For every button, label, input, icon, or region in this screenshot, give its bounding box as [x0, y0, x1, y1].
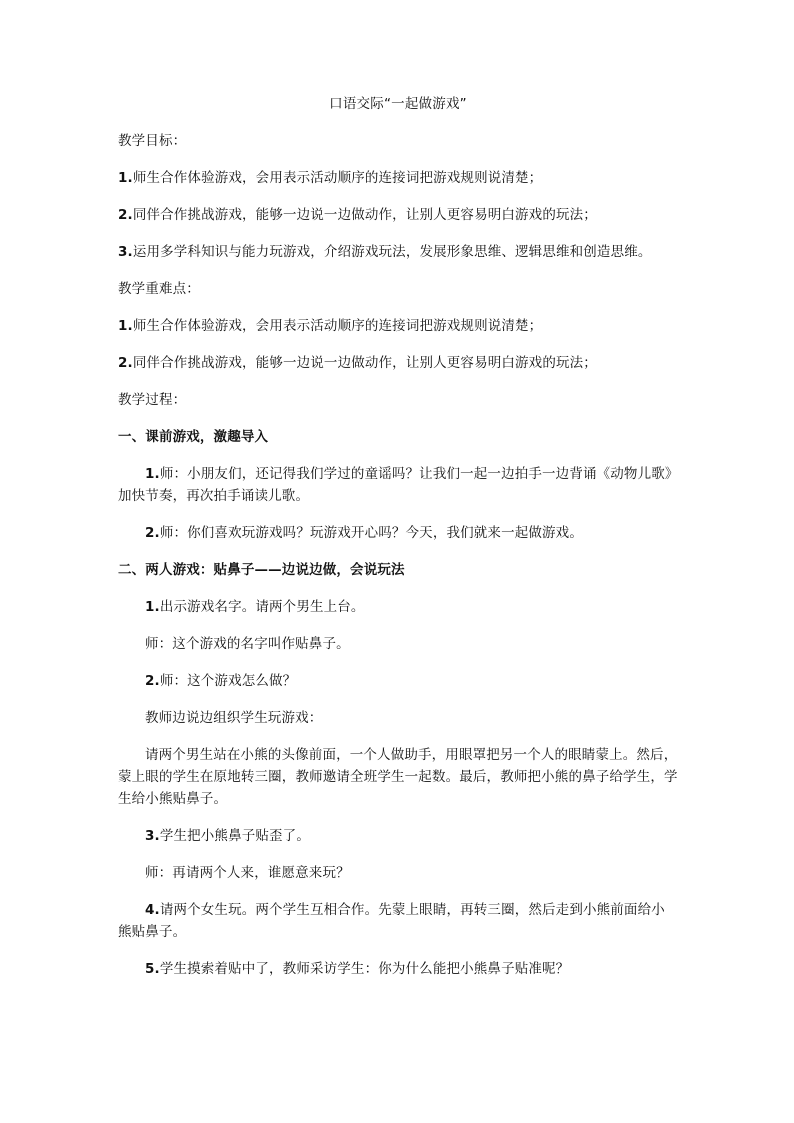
keypoint-text: 师生合作体验游戏，会用表示活动顺序的连接词把游戏规则说清楚； [132, 318, 543, 334]
goal-text: 运用多学科知识与能力玩游戏，介绍游戏玩法，发展形象思维、逻辑思维和创造思维。 [132, 244, 652, 260]
part2-text: 学生摸索着贴中了，教师采访学生：你为什么能把小熊鼻子贴准呢？ [159, 961, 570, 977]
part1-text: 师：你们喜欢玩游戏吗？玩游戏开心吗？今天，我们就来一起做游戏。 [159, 525, 583, 541]
document-title: 口语交际“一起做游戏” [329, 96, 467, 112]
part2-number: 2. [145, 673, 160, 689]
goals-heading: 教学目标： [118, 133, 187, 149]
part2-item-7 [118, 862, 678, 884]
part1-item-2 [118, 522, 678, 544]
part2-item-4 [118, 707, 678, 729]
part2-text: 出示游戏名字。请两个男生上台。 [159, 599, 365, 615]
part1-number: 1. [145, 466, 160, 482]
part2-item-8 [118, 899, 678, 943]
part2-item-6 [118, 825, 678, 847]
part1-heading: 一、课前游戏，激趣导入 [118, 429, 269, 445]
keypoint-item-2 [118, 352, 678, 374]
part1-item-1 [118, 463, 678, 507]
part2-number: 1. [145, 599, 160, 615]
keypoint-number: 1. [118, 318, 133, 334]
part1-text: 师：小朋友们，还记得我们学过的童谣吗？让我们一起一边拍手一边背诵《动物儿歌》加快节奏，再次拍手诵读儿歌。 [118, 466, 672, 504]
part2-text: 师：这个游戏怎么做？ [159, 673, 297, 689]
goal-number: 2. [118, 207, 133, 223]
part2-heading: 二、两人游戏：贴鼻子——边说边做，会说玩法 [118, 562, 405, 578]
part2-item-5 [118, 744, 678, 810]
part2-text: 学生把小熊鼻子贴歪了。 [159, 828, 310, 844]
part2-item-1 [118, 596, 678, 618]
part1-number: 2. [145, 525, 160, 541]
goal-item-2 [118, 204, 678, 226]
part2-number: 3. [145, 828, 160, 844]
process-heading: 教学过程： [118, 392, 187, 408]
goal-text: 同伴合作挑战游戏，能够一边说一边做动作，让别人更容易明白游戏的玩法； [132, 207, 597, 223]
part2-number: 4. [145, 902, 160, 918]
keypoints-heading: 教学重难点： [118, 281, 200, 297]
goal-item-1 [118, 167, 678, 189]
goal-item-3 [118, 241, 678, 263]
goal-text: 师生合作体验游戏，会用表示活动顺序的连接词把游戏规则说清楚； [132, 170, 543, 186]
keypoint-item-1 [118, 315, 678, 337]
part2-text: 请两个男生站在小熊的头像前面，一个人做助手，用眼罩把另一个人的眼睛蒙上。然后，蒙上眼的学生在原地转三圈，教师邀请全班学生一起数。最后，教师把小熊的鼻子给学生，学生给小熊贴鼻子。 [118, 747, 678, 807]
part2-item-9 [118, 958, 678, 980]
part2-item-2 [118, 633, 678, 655]
part2-number: 5. [145, 961, 160, 977]
goal-number: 1. [118, 170, 133, 186]
part2-text: 师：再请两个人来，谁愿意来玩？ [145, 865, 350, 881]
document-content [118, 94, 678, 995]
goal-number: 3. [118, 244, 133, 260]
part2-text: 教师边说边组织学生玩游戏： [145, 710, 323, 726]
keypoint-number: 2. [118, 355, 133, 371]
part2-item-3 [118, 670, 678, 692]
keypoint-text: 同伴合作挑战游戏，能够一边说一边做动作，让别人更容易明白游戏的玩法； [132, 355, 597, 371]
part2-text: 师：这个游戏的名字叫作贴鼻子。 [145, 636, 350, 652]
part2-text: 请两个女生玩。两个学生互相合作。先蒙上眼睛，再转三圈，然后走到小熊前面给小熊贴鼻子。 [118, 902, 665, 940]
